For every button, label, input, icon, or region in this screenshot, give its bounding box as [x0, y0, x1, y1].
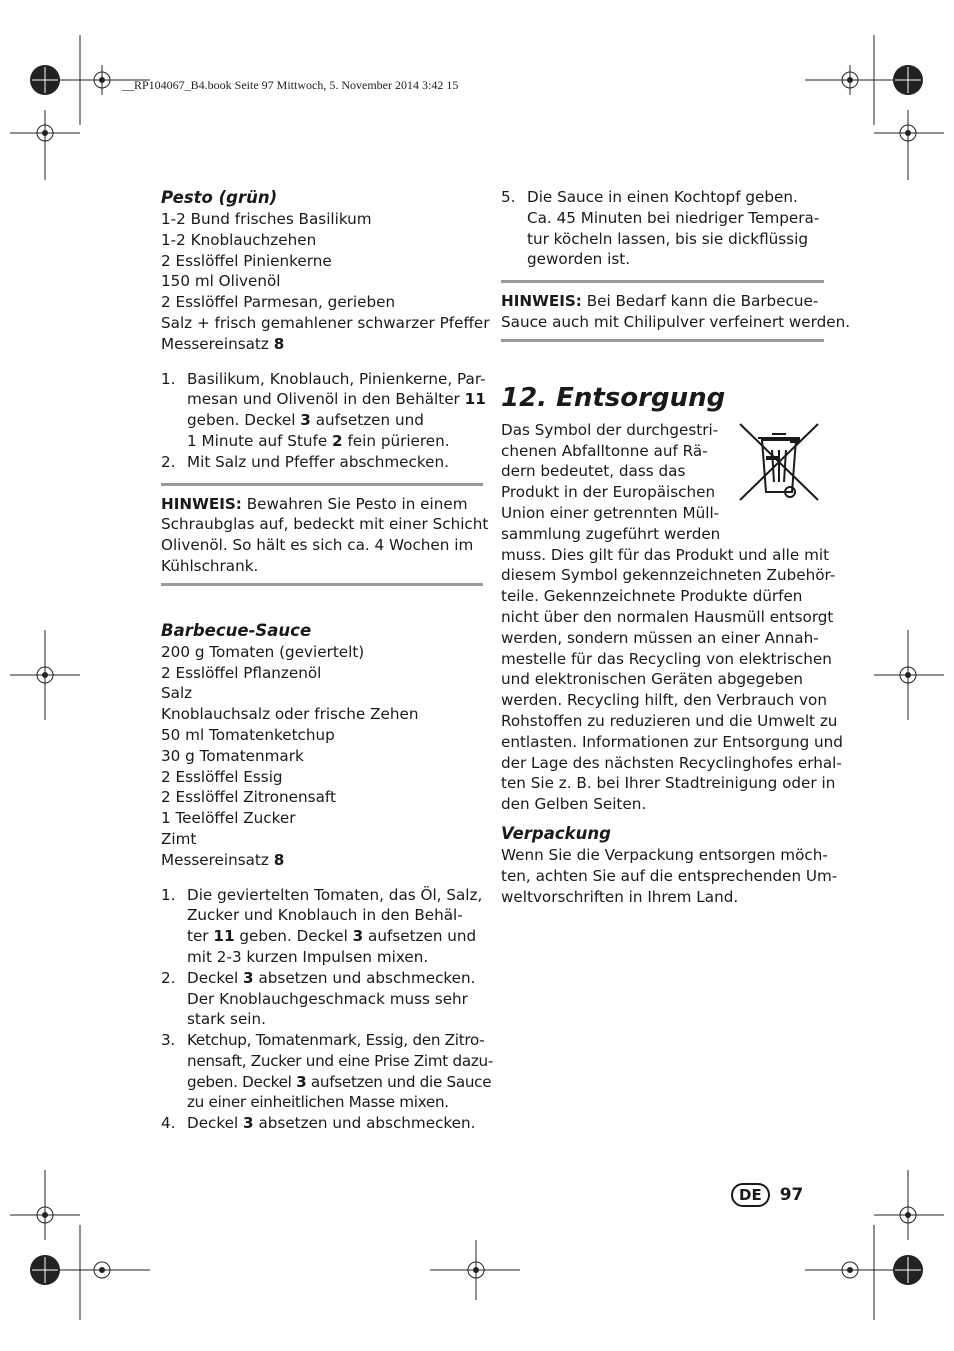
step-text: Basilikum, Knoblauch, Pinienkerne, Par- [187, 369, 486, 388]
step [161, 885, 483, 968]
body-line: dern bedeutet, dass das [501, 462, 686, 481]
ingredient: 150 ml Olivenöl [161, 272, 281, 291]
ingredient: Zimt [161, 829, 197, 848]
ingredient: 1-2 Knoblauchzehen [161, 230, 317, 249]
step-text: Deckel 3 absetzen und abschmecken. [187, 968, 476, 987]
right-column [501, 187, 851, 907]
body-line: Wenn Sie die Verpackung entsorgen möch- [501, 845, 828, 864]
step [501, 187, 824, 270]
section-title: 12. Entsorgung [501, 382, 726, 413]
step-number: 1. [161, 369, 176, 388]
hint-text: Kühlschrank. [161, 556, 259, 575]
step-text: mit 2-3 kurzen Impulsen mixen. [187, 947, 429, 966]
hint-text: Sauce auch mit Chilipulver verfeinert werden. [501, 312, 851, 331]
body-line: teile. Gekennzeichnete Produkte dürfen [501, 587, 803, 606]
step-text: Deckel 3 absetzen und abschmecken. [187, 1114, 476, 1133]
blade-label: Messereinsatz [161, 334, 274, 353]
body-line: werden, sondern müssen an einer Annah- [501, 628, 819, 647]
pesto-steps [161, 369, 486, 473]
step-text: Zucker und Knoblauch in den Behäl- [187, 906, 463, 925]
body-line: entlasten. Informationen zur Entsorgung und [501, 732, 843, 751]
step [161, 1030, 493, 1113]
step-text: Ca. 45 Minuten bei niedriger Tempera- [527, 208, 820, 227]
hint-text: Bei Bedarf kann die Barbecue- [581, 292, 819, 311]
bbq-steps-continued [501, 187, 824, 270]
step [161, 968, 483, 1030]
body-line: der Lage des nächsten Recyclinghofes erhal- [501, 753, 842, 772]
step [161, 452, 483, 473]
body-line: chenen Abfalltonne auf Rä- [501, 441, 708, 460]
step-number: 1. [161, 885, 176, 904]
ingredient: Salz + frisch gemahlener schwarzer Pfeffer [161, 313, 490, 332]
step-text: Die Sauce in einen Kochtopf geben. [527, 188, 798, 206]
hint-label: HINWEIS: [501, 292, 582, 311]
step-text: ter 11 geben. Deckel 3 aufsetzen und [187, 927, 477, 946]
step-text: zu einer einheitlichen Masse mixen. [187, 1093, 449, 1112]
step-text: Ketchup, Tomatenmark, Essig, den Zitro- [187, 1031, 485, 1050]
bbq-steps [161, 885, 493, 1135]
blade-line [161, 334, 483, 355]
ingredient: 2 Esslöffel Pinienkerne [161, 251, 332, 270]
body-line: sammlung zugeführt werden [501, 524, 721, 543]
step-text: nensaft, Zucker und eine Prise Zimt dazu- [187, 1051, 493, 1070]
step-text: geben. Deckel 3 aufsetzen und [187, 411, 424, 430]
ingredient: Knoblauchsalz oder frische Zehen [161, 705, 419, 724]
ingredient: 1-2 Bund frisches Basilikum [161, 210, 372, 228]
pesto-title: Pesto (grün) [161, 188, 278, 207]
blade-number: 8 [273, 850, 285, 869]
step-text: stark sein. [187, 1010, 266, 1029]
body-line: Rohstoffen zu reduzieren und die Umwelt zu [501, 711, 838, 730]
bbq-title: Barbecue-Sauce [161, 620, 312, 640]
body-line: ten, achten Sie auf die entsprechenden Um- [501, 866, 838, 885]
step-text: mesan und Olivenöl in den Behälter 11 [187, 390, 486, 409]
step-number: 5. [501, 188, 516, 206]
ingredient: 200 g Tomaten (geviertelt) [161, 642, 365, 661]
step-text: Mit Salz und Pfeffer abschmecken. [187, 452, 449, 471]
step-number: 2. [161, 968, 176, 987]
ingredient: 2 Esslöffel Pflanzenöl [161, 663, 322, 682]
pesto-ingredients [161, 209, 490, 355]
language-badge: DE [731, 1183, 770, 1207]
body-line: mestelle für das Recycling von elektrischen [501, 649, 832, 668]
body-line: Das Symbol der durchgestri- [501, 420, 719, 439]
step-number: 3. [161, 1031, 175, 1050]
blade-label: Messereinsatz [161, 850, 274, 869]
ingredient: 1 Teelöffel Zucker [161, 809, 296, 828]
step-text: 1 Minute auf Stufe 2 fein pürieren. [187, 431, 450, 450]
hint-text: Bewahren Sie Pesto in einem [241, 494, 468, 513]
ingredient: 2 Esslöffel Essig [161, 767, 283, 786]
body-line: werden. Recycling hilft, den Verbrauch von [501, 691, 827, 710]
left-column [161, 187, 493, 1134]
step-text: geworden ist. [527, 250, 631, 269]
page-footer [731, 1183, 803, 1207]
step-text: Die geviertelten Tomaten, das Öl, Salz, [187, 885, 483, 904]
body-line: muss. Dies gilt für das Produkt und alle mit [501, 545, 830, 564]
pesto-hint-box [161, 483, 489, 586]
crossed-out-wheelie-bin-icon [734, 420, 824, 504]
body-line: ten Sie z. B. bei Ihrer Stadtreinigung oder in [501, 774, 836, 793]
print-file-info: __RP104067_B4.book Seite 97 Mittwoch, 5. November 2014 3:42 15 [122, 78, 459, 92]
bbq-hint-box [501, 280, 851, 342]
ingredient: Salz [161, 684, 193, 703]
bbq-ingredients [161, 642, 483, 871]
step-number: 2. [161, 452, 176, 471]
body-line: diesem Symbol gekennzeichneten Zubehör- [501, 566, 836, 585]
body-line: weltvorschriften in Ihrem Land. [501, 887, 739, 906]
hint-text: Schraubglas auf, bedeckt mit einer Schicht [161, 515, 489, 534]
body-line: nicht über den normalen Hausmüll entsorgt [501, 607, 834, 626]
step [161, 1113, 483, 1134]
body-line: Produkt in der Europäischen [501, 483, 716, 502]
body-line: und elektronischen Geräten abgegeben [501, 670, 804, 689]
body-line: Union einer getrennten Müll- [501, 503, 720, 522]
ingredient: 2 Esslöffel Zitronensaft [161, 788, 336, 807]
step-number: 4. [161, 1114, 176, 1133]
step-text: Der Knoblauchgeschmack muss sehr [187, 989, 468, 1008]
blade-number: 8 [273, 334, 285, 353]
body-line: den Gelben Seiten. [501, 795, 647, 814]
step-text: tur köcheln lassen, bis sie dickflüssig [527, 229, 808, 248]
page-number: 97 [779, 1185, 804, 1205]
step [161, 369, 486, 452]
ingredient: 30 g Tomatenmark [161, 746, 304, 765]
disposal-text [501, 420, 843, 815]
packaging-title: Verpackung [501, 823, 611, 843]
ingredient: 2 Esslöffel Parmesan, gerieben [161, 293, 396, 312]
hint-label: HINWEIS: [161, 494, 242, 513]
blade-line [161, 850, 483, 871]
ingredient: 50 ml Tomatenketchup [161, 725, 335, 744]
hint-text: Olivenöl. So hält es sich ca. 4 Wochen im [161, 536, 474, 555]
step-text: geben. Deckel 3 aufsetzen und die Sauce [187, 1072, 492, 1091]
